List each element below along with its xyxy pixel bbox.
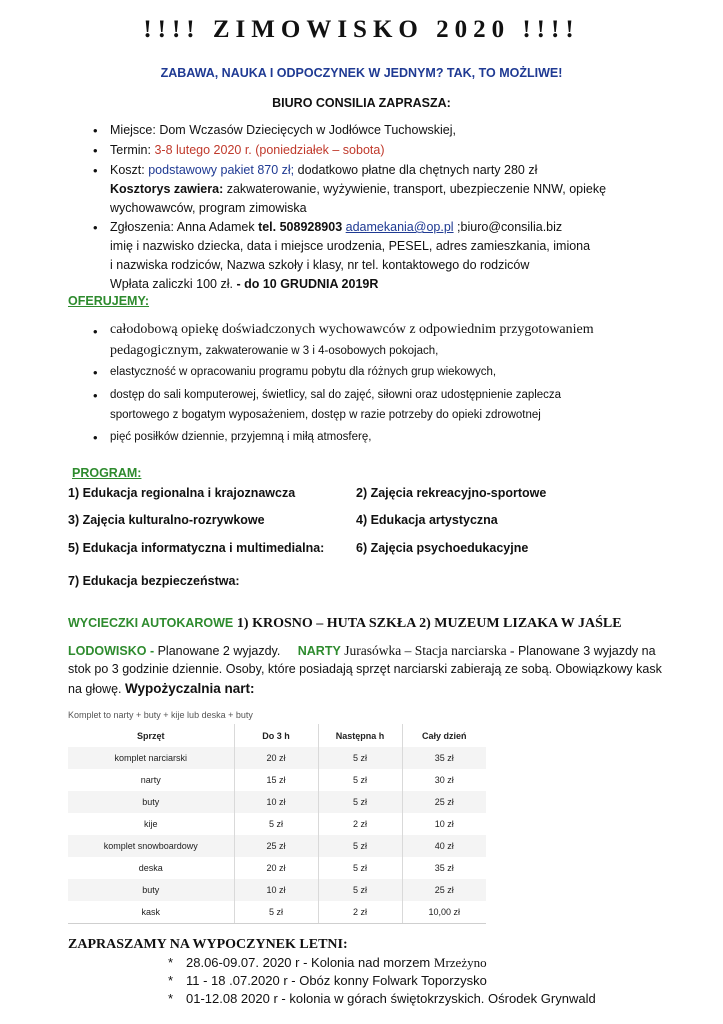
rental-label: Wypożyczalnia nart: bbox=[125, 681, 255, 696]
table-cell: 5 zł bbox=[234, 901, 318, 924]
table-cell: buty bbox=[68, 879, 234, 901]
offer-item-3-line-2: sportowego z bogatym wyposażeniem, dostęp w razie potrzeby do opieki zdrowotnej bbox=[110, 409, 541, 421]
table-cell: 5 zł bbox=[318, 769, 402, 791]
table-row bbox=[68, 835, 486, 857]
program-item-6: 6) Zajęcia psychoedukacyjne bbox=[356, 541, 529, 555]
table-cell: 20 zł bbox=[234, 857, 318, 879]
cost-value: podstawowy pakiet 870 zł; bbox=[148, 163, 295, 177]
ski-place: Jurasówka – Stacja narciarska - bbox=[344, 643, 515, 658]
table-cell: 2 zł bbox=[318, 901, 402, 924]
program-item-3: 3) Zajęcia kulturalno-rozrywkowe bbox=[68, 513, 265, 527]
bullet: • bbox=[93, 123, 98, 138]
bullet: • bbox=[93, 388, 98, 403]
cost-line bbox=[110, 163, 537, 177]
table-cell: komplet snowboardowy bbox=[68, 835, 234, 857]
summer-item-3: 01-12.08 2020 r - kolonia w górach świętokrzyskich. Ośrodek Grynwald bbox=[186, 991, 596, 1006]
table-cell: komplet narciarski bbox=[68, 747, 234, 769]
program-item-7: 7) Edukacja bezpieczeństwa: bbox=[68, 574, 240, 588]
page-title: !!!! ZIMOWISKO 2020 !!!! bbox=[143, 16, 580, 43]
table-cell: 25 zł bbox=[234, 835, 318, 857]
summer-item-1 bbox=[186, 955, 487, 971]
apply-phone: tel. 508928903 bbox=[258, 220, 343, 234]
table-cell: 2 zł bbox=[318, 813, 402, 835]
table-cell: 5 zł bbox=[318, 857, 402, 879]
table-row bbox=[68, 769, 486, 791]
offer-item-2: elastyczność w opracowaniu programu pobytu dla różnych grup wiekowych, bbox=[110, 366, 497, 378]
place-value: Dom Wczasów Dziecięcych w Jodłówce Tuchowskiej, bbox=[159, 123, 456, 137]
bullet: * bbox=[168, 973, 174, 988]
program-item-1: 1) Edukacja regionalna i krajoznawcza bbox=[68, 486, 296, 500]
estimate-text: zakwaterowanie, wyżywienie, transport, ubezpieczenie NNW, opiekę bbox=[226, 182, 607, 196]
table-cell: 35 zł bbox=[402, 857, 486, 879]
table-cell: 5 zł bbox=[318, 835, 402, 857]
column-header: Do 3 h bbox=[234, 724, 318, 747]
ski-label: NARTY bbox=[297, 644, 341, 658]
apply-line-3: i nazwiska rodziców, Nazwa szkoły i klasy, nr tel. kontaktowego do rodziców bbox=[110, 258, 530, 272]
rink-label: LODOWISKO - bbox=[68, 644, 155, 658]
table-row bbox=[68, 791, 486, 813]
rental-table bbox=[68, 724, 486, 924]
apply-line-4 bbox=[110, 277, 378, 291]
column-header: Następna h bbox=[318, 724, 402, 747]
trips-line bbox=[68, 615, 622, 632]
bullet: * bbox=[168, 955, 174, 970]
table-cell: 5 zł bbox=[234, 813, 318, 835]
table-cell: 25 zł bbox=[402, 791, 486, 813]
table-cell: 25 zł bbox=[402, 879, 486, 901]
deposit-deadline: - do 10 GRUDNIA 2019R bbox=[236, 277, 379, 291]
table-cell: deska bbox=[138, 863, 163, 873]
program-item-2: 2) Zajęcia rekreacyjno-sportowe bbox=[356, 486, 547, 500]
table-cell: 30 zł bbox=[402, 769, 486, 791]
term-label: Termin: bbox=[110, 143, 151, 157]
term-line bbox=[110, 143, 385, 157]
invite-heading: BIURO CONSILIA ZAPRASZA: bbox=[272, 96, 451, 110]
table-cell: 10,00 zł bbox=[402, 901, 486, 924]
ski-value: Planowane 3 wyjazdy na bbox=[517, 644, 656, 658]
table-cell: buty bbox=[68, 791, 234, 813]
table-cell: kije bbox=[143, 819, 158, 829]
apply-line-2: imię i nazwisko dziecka, data i miejsce urodzenia, PESEL, adres zamieszkania, imiona bbox=[110, 239, 591, 253]
trips-label: WYCIECZKI AUTOKAROWE bbox=[68, 616, 234, 630]
offer-heading: OFERUJEMY: bbox=[68, 294, 150, 308]
ski-line-3-text: na głowę. bbox=[68, 682, 122, 696]
table-row bbox=[68, 747, 486, 769]
program-item-5: 5) Edukacja informatyczna i multimedialna: bbox=[68, 541, 325, 555]
summer-item-2: 11 - 18 .07.2020 r - Obóz konny Folwark Toporzysko bbox=[186, 973, 487, 988]
table-cell: 5 zł bbox=[318, 747, 402, 769]
offer-item-1-line-2 bbox=[110, 343, 438, 359]
apply-line bbox=[110, 220, 562, 234]
offer-item-3-line-1: dostęp do sali komputerowej, świetlicy, sal do zajęć, siłowni oraz udostępnienie zaplecza bbox=[110, 389, 562, 401]
apply-label: Zgłoszenia: bbox=[110, 220, 174, 234]
table-cell: 10 zł bbox=[402, 813, 486, 835]
table-row bbox=[68, 901, 486, 924]
table-cell: 35 zł bbox=[402, 747, 486, 769]
column-header: Sprzęt bbox=[136, 730, 165, 741]
table-row bbox=[68, 857, 486, 879]
table-row bbox=[68, 813, 486, 835]
summer-heading: ZAPRASZAMY NA WYPOCZYNEK LETNI: bbox=[68, 937, 348, 952]
bullet: • bbox=[93, 143, 98, 158]
table-cell: 15 zł bbox=[234, 769, 318, 791]
table-cell: 5 zł bbox=[318, 879, 402, 901]
summer-item-1-text: 28.06-09.07. 2020 r - Kolonia nad morzem bbox=[186, 955, 431, 970]
table-cell: 40 zł bbox=[402, 835, 486, 857]
offer-item-4: pięć posiłków dziennie, przyjemną i miłą atmosferę, bbox=[110, 431, 372, 443]
bullet: • bbox=[93, 220, 98, 235]
estimate-line-2: wychowawców, program zimowiska bbox=[110, 201, 307, 215]
estimate-label: Kosztorys zawiera: bbox=[110, 182, 224, 196]
table-cell: narty bbox=[140, 775, 161, 785]
summer-item-1-place: Mrzeżyno bbox=[433, 955, 487, 970]
bullet: • bbox=[93, 365, 98, 380]
rink-value: Planowane 2 wyjazdy. bbox=[157, 644, 281, 658]
apply-email-2: ;biuro@consilia.biz bbox=[457, 220, 563, 234]
table-cell: 10 zł bbox=[234, 791, 318, 813]
apply-name: Anna Adamek bbox=[176, 220, 255, 234]
program-heading: PROGRAM: bbox=[72, 466, 142, 480]
subtitle: ZABAWA, NAUKA I ODPOCZYNEK W JEDNYM? TAK, TO MOŻLIWE! bbox=[160, 66, 563, 80]
ski-line-3 bbox=[68, 681, 255, 696]
table-cell: 5 zł bbox=[318, 791, 402, 813]
bullet: • bbox=[93, 163, 98, 178]
table-cell: 20 zł bbox=[234, 747, 318, 769]
bullet: • bbox=[93, 430, 98, 445]
table-cell: kask bbox=[68, 901, 234, 924]
rental-caption: Komplet to narty + buty + kije lub deska + buty bbox=[68, 710, 253, 720]
offer-item-1-word: pedagogicznym, bbox=[110, 343, 203, 358]
offer-item-1-rest: zakwaterowanie w 3 i 4-osobowych pokojach, bbox=[205, 345, 439, 357]
cost-label: Koszt: bbox=[110, 163, 145, 177]
offer-item-1-line-1: całodobową opiekę doświadczonych wychowawców z odpowiednim przygotowaniem bbox=[110, 322, 594, 337]
bullet: * bbox=[168, 991, 174, 1006]
table-cell: 10 zł bbox=[234, 879, 318, 901]
term-value: 3-8 lutego 2020 r. (poniedziałek – sobota) bbox=[154, 143, 385, 157]
place-line bbox=[110, 123, 456, 137]
table-row bbox=[68, 879, 486, 901]
rink-ski-line bbox=[68, 643, 656, 659]
ski-line-2: stok po 3 godzinie dziennie. Osoby, które posiadają sprzęt narciarski zabierają ze sobą. Obowiązkowy kask bbox=[68, 662, 662, 676]
deposit-text: Wpłata zaliczki 100 zł. bbox=[110, 277, 233, 291]
table-header-row bbox=[68, 724, 486, 747]
apply-email-link[interactable]: adamekania@op.pl bbox=[345, 220, 454, 234]
program-item-4: 4) Edukacja artystyczna bbox=[356, 513, 498, 527]
estimate-line bbox=[110, 182, 606, 196]
bullet: • bbox=[93, 324, 98, 339]
trips-value: 1) KROSNO – HUTA SZKŁA 2) MUZEUM LIZAKA W JAŚLE bbox=[236, 616, 622, 631]
column-header: Cały dzień bbox=[402, 724, 486, 747]
place-label: Miejsce: bbox=[110, 123, 156, 137]
cost-extra: dodatkowo płatne dla chętnych narty 280 zł bbox=[297, 163, 538, 177]
